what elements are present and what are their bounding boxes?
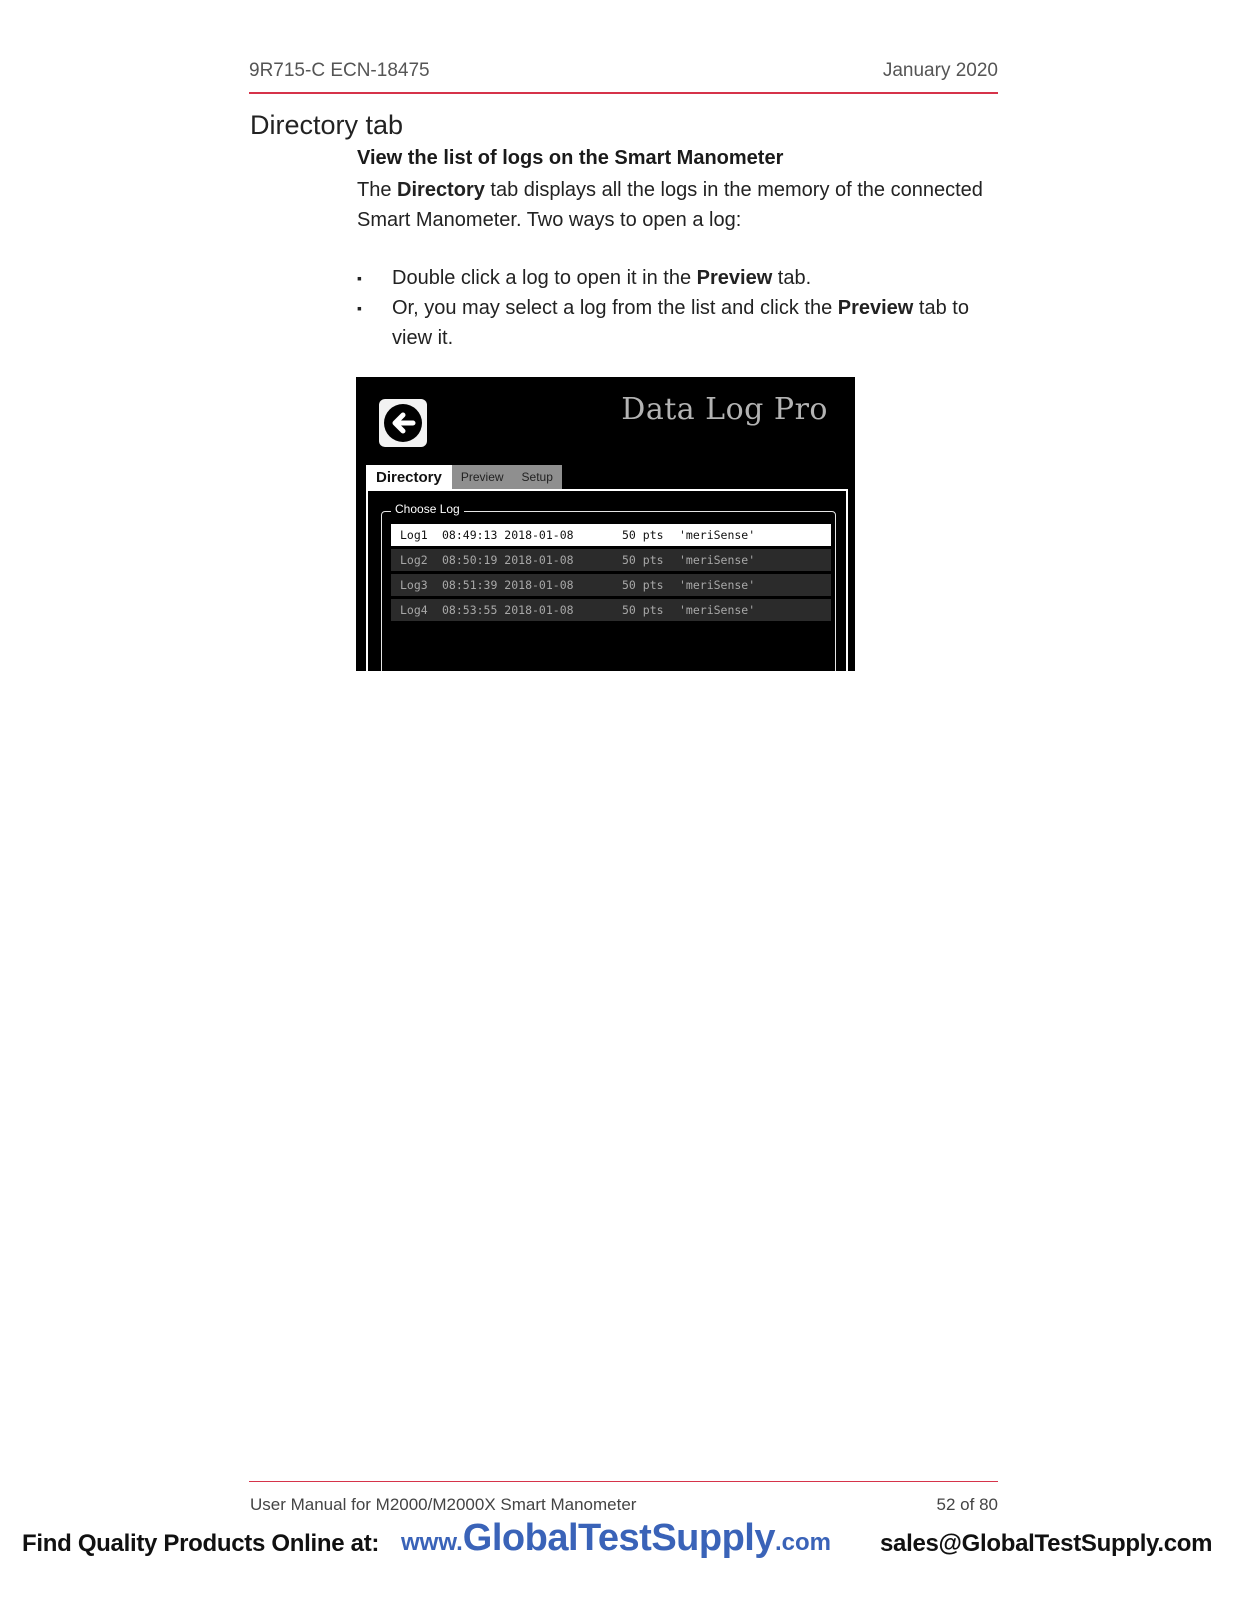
log-tag: 'meriSense' [679,528,756,542]
log-tag: 'meriSense' [679,553,756,567]
bullet-text-post: tab. [772,267,812,289]
bullet-text-bold: Preview [696,267,773,289]
back-button[interactable] [379,399,427,447]
url-prefix: www. [401,1529,463,1556]
page-number: 52 of 80 [936,1495,998,1514]
promo-tagline: Find Quality Products Online at: [22,1530,380,1557]
section-subheading: View the list of logs on the Smart Manometer [357,147,784,169]
bullet-text-post: tab to view it. [392,297,969,349]
tab-directory[interactable]: Directory [366,465,452,490]
tab-preview[interactable]: Preview [452,465,513,490]
log-timestamp: 08:50:19 2018-01-08 [442,553,574,567]
header-divider [249,92,998,94]
log-tag: 'meriSense' [679,578,756,592]
log-name: Log3 [400,578,428,592]
directory-panel [366,489,848,671]
log-row[interactable] [391,524,831,546]
log-timestamp: 08:49:13 2018-01-08 [442,528,574,542]
document-id: 9R715-C ECN-18475 [249,60,430,81]
section-title: Directory tab [250,110,404,140]
log-timestamp: 08:51:39 2018-01-08 [442,578,574,592]
bullet-text-pre: Double click a log to open it in the [392,267,697,289]
log-row[interactable] [391,549,831,571]
app-title: Data Log Pro [621,392,828,427]
footer-divider [249,1481,998,1482]
back-arrow-icon [384,404,422,442]
log-points: 50 pts [622,528,664,542]
tab-bar [366,465,562,490]
list-item [357,263,998,293]
manual-title: User Manual for M2000/M2000X Smart Manometer [250,1495,637,1514]
log-points: 50 pts [622,553,664,567]
intro-paragraph [357,175,997,235]
bullet-marker: ▪ [357,270,362,286]
log-name: Log1 [400,528,428,542]
intro-text-post: tab displays all the logs in the memory of the connected Smart Manometer. Two ways to open a log: [357,179,983,231]
log-name: Log4 [400,603,428,617]
intro-text-pre: The [357,179,398,201]
log-row[interactable] [391,599,831,621]
log-points: 50 pts [622,578,664,592]
app-screenshot [356,377,855,671]
log-points: 50 pts [622,603,664,617]
log-row[interactable] [391,574,831,596]
intro-text-bold: Directory [397,179,485,201]
instruction-list [357,263,998,353]
bullet-marker: ▪ [357,300,362,316]
bullet-text-bold: Preview [837,297,914,319]
log-name: Log2 [400,553,428,567]
email-link[interactable]: sales@GlobalTestSupply.com [880,1530,1213,1557]
document-date: January 2020 [882,60,998,81]
bullet-text-pre: Or, you may select a log from the list and click the [392,297,838,319]
list-item [357,293,998,353]
log-timestamp: 08:53:55 2018-01-08 [442,603,574,617]
log-tag: 'meriSense' [679,603,756,617]
website-link[interactable] [401,1517,831,1560]
group-label: Choose Log [391,502,464,516]
choose-log-group [381,502,836,671]
url-suffix: .com [775,1529,832,1556]
tab-setup[interactable]: Setup [513,465,562,490]
log-list [391,524,831,624]
url-main: GlobalTestSupply [462,1517,775,1559]
